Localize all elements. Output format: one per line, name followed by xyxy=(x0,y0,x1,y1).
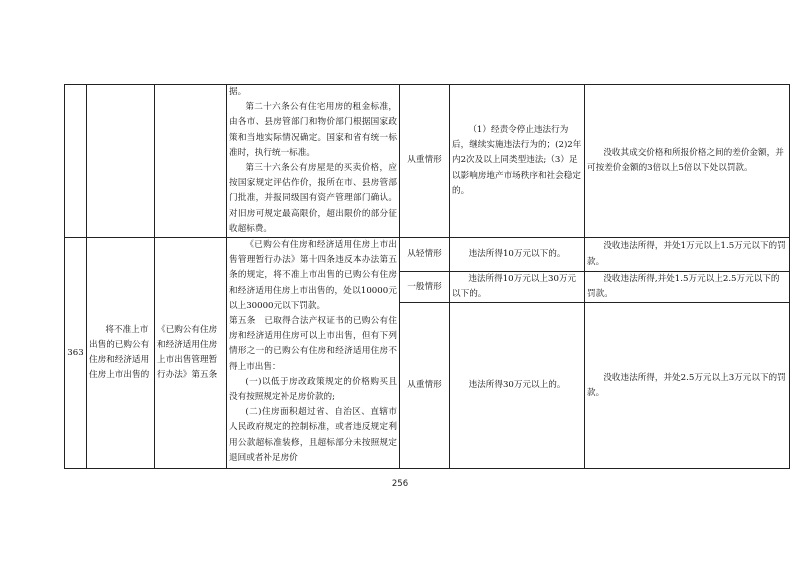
circumstance-cell: 从轻情形 xyxy=(400,238,450,272)
penalty-cell: 没收违法所得，并处2.5万元以上3万元以下的罚款。 xyxy=(585,303,790,469)
page-number: 256 xyxy=(391,479,409,489)
penalty-cell: 没收其成交价格和所报价格之间的差价金额，并可按差价金额的3倍以上5倍以下处以罚款。 xyxy=(585,85,790,238)
clause-paragraph: (一)以低于房改政策规定的价格购买且没有按照规定补足房价款的; xyxy=(229,376,397,403)
clause-paragraph: 第二十六条公有住宅用房的租金标准，由各市、县房管部门和物价部门根据国家政策和当地实际情况确定。国家和省有统一标准时，执行统一标准。 xyxy=(229,102,397,158)
circumstance-cell: 一般情形 xyxy=(400,272,450,303)
violation-standard-cell: 违法所得10万元以下的。 xyxy=(450,238,585,272)
legal-basis-cell: 《已购公有住房和经济适用住房上市出售管理暂行办法》第五条 xyxy=(155,238,227,469)
clause-paragraph: 据。 xyxy=(229,87,247,97)
clause-paragraph: 第五条 已取得合法产权证书的已购公有住房和经济适用住房可以上市出售，但有下列情形之一的已购公有住房和经济适用住房不得上市出售： xyxy=(229,316,397,372)
item-number-cell xyxy=(65,85,87,238)
clause-paragraph: 第三十六条公有房屋是的买卖价格，应按国家规定评估作价，报所在市、县房管部门批准，并报同级国有资产管理部门确认。对旧房可规定最高限价，超出限价的部分征收超标费。 xyxy=(229,163,397,234)
item-name-cell xyxy=(87,85,155,238)
circumstance-cell: 从重情形 xyxy=(400,85,450,238)
circumstance-cell: 从重情形 xyxy=(400,303,450,469)
violation-standard-cell: 违法所得10万元以上30万元以下的。 xyxy=(450,272,585,303)
clause-paragraph: 《已购公有住房和经济适用住房上市出售管理暂行办法》第十四条违反本办法第五条的规定，将不准上市出售的已购公有住房和经济适用住房上市出售的，处以10000元以上30000元以下罚款。 xyxy=(229,240,397,311)
item-name-cell: 将不准上市出售的已购公有住房和经济适用住房上市出售的 xyxy=(87,238,155,469)
clause-paragraph: (二)住房面积超过省、自治区、直辖市人民政府规定的控制标准，或者违反规定利用公款超标准装修，且超标部分未按照规定退回或者补足房价 xyxy=(229,407,397,463)
violation-standard-cell: 违法所得30万元以上的。 xyxy=(450,303,585,469)
item-number-cell: 363 xyxy=(65,238,87,469)
legal-basis-cell xyxy=(155,85,227,238)
table-row xyxy=(65,85,790,238)
clause-text-cell xyxy=(227,238,400,469)
penalty-standard-table xyxy=(64,84,790,469)
violation-standard-cell: （1）经责令停止违法行为后，继续实施违法行为的；(2)2年内2次及以上同类型违法;（3）足以影响房地产市场秩序和社会稳定的。 xyxy=(450,85,585,238)
penalty-cell: 没收违法所得，并处1万元以上1.5万元以下的罚款。 xyxy=(585,238,790,272)
table-row xyxy=(65,238,790,272)
penalty-cell: 没收违法所得,并处1.5万元以上2.5万元以下的罚款。 xyxy=(585,272,790,303)
clause-text-cell xyxy=(227,85,400,238)
